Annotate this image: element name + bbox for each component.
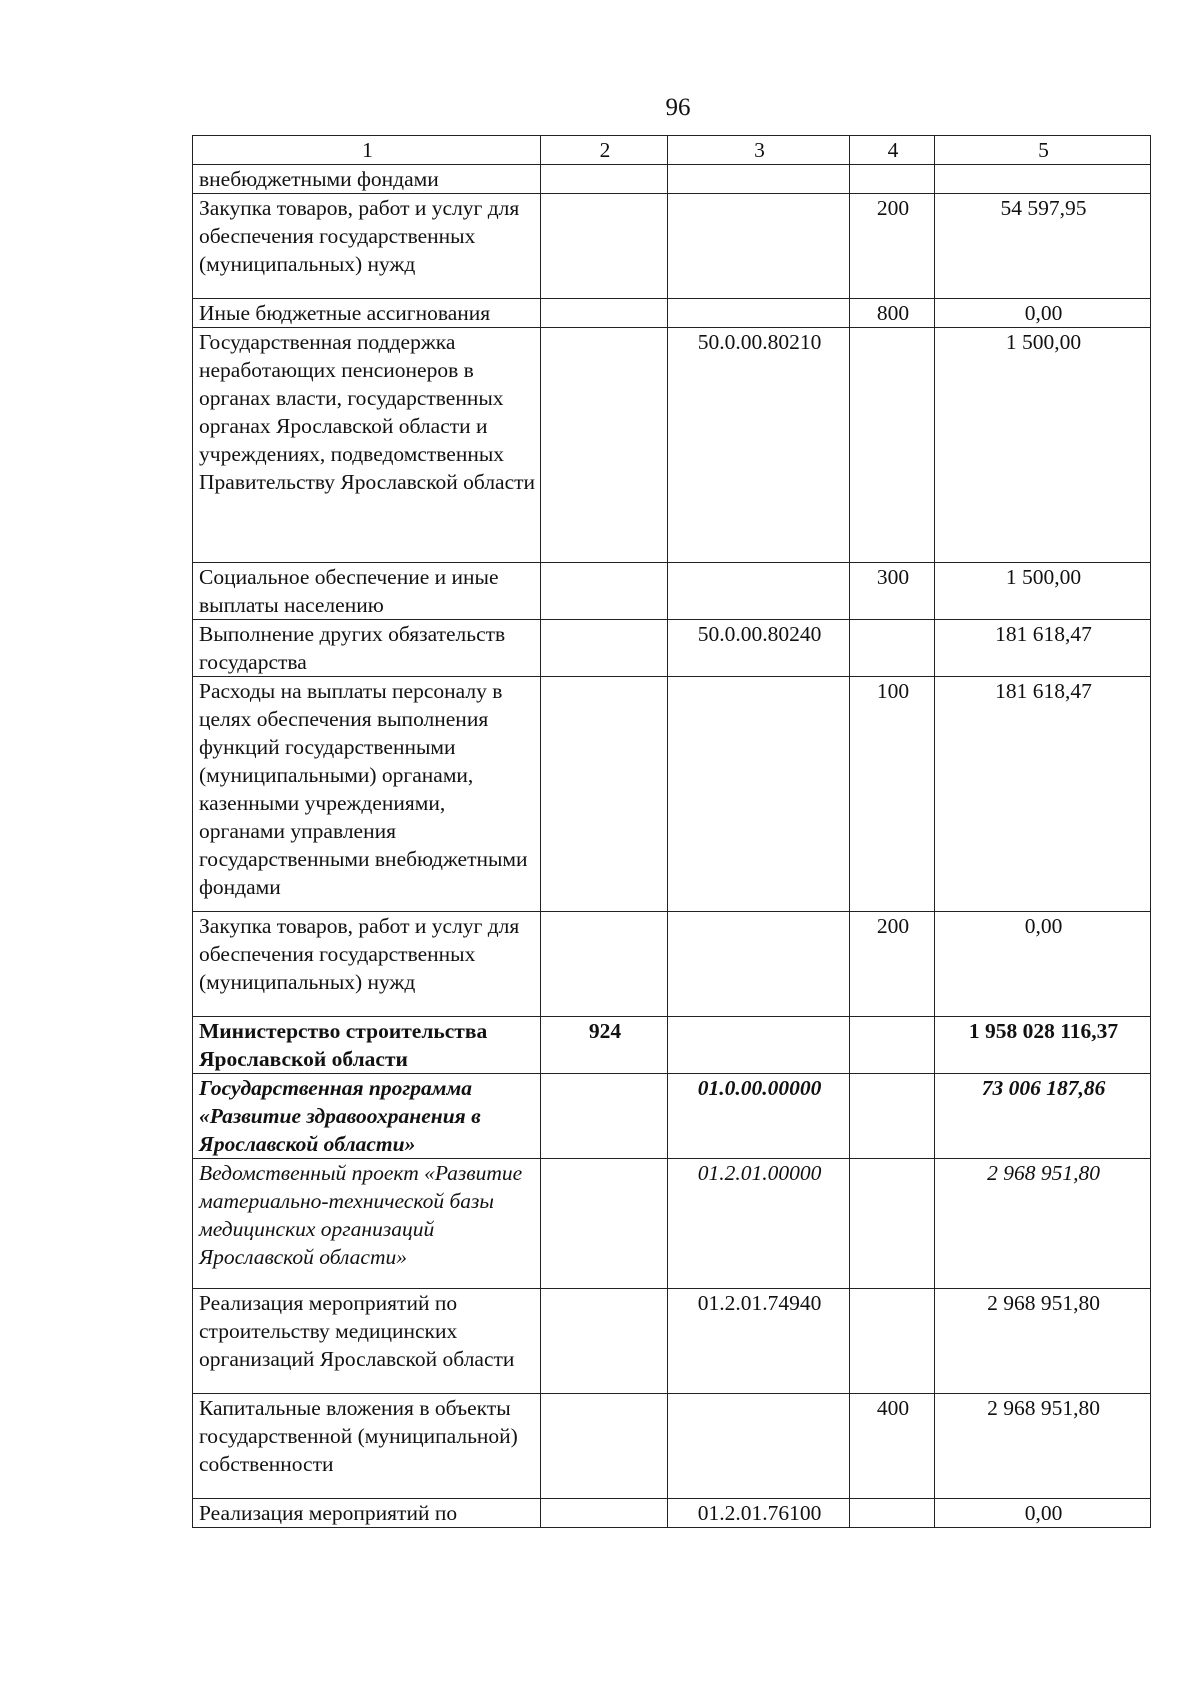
row-dept-code [541, 677, 668, 912]
row-amount: 0,00 [935, 299, 1151, 328]
row-name: Государственная программа «Развитие здравоохранения в Ярославской области» [193, 1074, 541, 1159]
row-target-code [668, 194, 850, 299]
row-name: Социальное обеспечение и иные выплаты населению [193, 563, 541, 620]
row-dept-code [541, 1074, 668, 1159]
row-amount [935, 165, 1151, 194]
row-name: Государственная поддержка неработающих пенсионеров в органах власти, государственных органах Ярославской области и учреждениях, подведомственных Правительству Ярославской области [193, 328, 541, 563]
row-amount: 54 597,95 [935, 194, 1151, 299]
row-expense-type: 200 [850, 194, 935, 299]
row-expense-type [850, 1499, 935, 1528]
row-expense-type [850, 1074, 935, 1159]
row-amount: 2 968 951,80 [935, 1289, 1151, 1394]
row-target-code [668, 1017, 850, 1074]
row-name: Закупка товаров, работ и услуг для обеспечения государственных (муниципальных) нужд [193, 194, 541, 299]
row-name: Реализация мероприятий по [193, 1499, 541, 1528]
row-name: внебюджетными фондами [193, 165, 541, 194]
row-amount: 2 968 951,80 [935, 1159, 1151, 1289]
table-row [193, 194, 1151, 299]
row-name: Реализация мероприятий по строительству медицинских организаций Ярославской области [193, 1289, 541, 1394]
row-expense-type [850, 1289, 935, 1394]
row-expense-type: 200 [850, 912, 935, 1017]
row-amount: 0,00 [935, 1499, 1151, 1528]
row-name: Закупка товаров, работ и услуг для обеспечения государственных (муниципальных) нужд [193, 912, 541, 1017]
row-expense-type [850, 328, 935, 563]
table-row [193, 677, 1151, 912]
budget-table [192, 135, 1151, 1528]
row-target-code: 50.0.00.80240 [668, 620, 850, 677]
table-row [193, 1017, 1151, 1074]
row-dept-code [541, 912, 668, 1017]
row-dept-code [541, 299, 668, 328]
header-col-4: 4 [850, 136, 935, 165]
row-expense-type [850, 1159, 935, 1289]
row-target-code: 01.0.00.00000 [668, 1074, 850, 1159]
row-expense-type: 300 [850, 563, 935, 620]
table-row [193, 1074, 1151, 1159]
table-row [193, 1499, 1151, 1528]
table-row [193, 1394, 1151, 1499]
table-row [193, 328, 1151, 563]
row-target-code [668, 165, 850, 194]
row-target-code: 01.2.01.76100 [668, 1499, 850, 1528]
row-amount: 1 500,00 [935, 563, 1151, 620]
row-amount: 181 618,47 [935, 677, 1151, 912]
row-name: Выполнение других обязательств государства [193, 620, 541, 677]
row-dept-code [541, 1159, 668, 1289]
table-row [193, 912, 1151, 1017]
row-expense-type: 100 [850, 677, 935, 912]
header-col-1: 1 [193, 136, 541, 165]
row-expense-type [850, 620, 935, 677]
row-dept-code [541, 1289, 668, 1394]
row-amount: 1 958 028 116,37 [935, 1017, 1151, 1074]
row-dept-code [541, 563, 668, 620]
row-name: Расходы на выплаты персоналу в целях обеспечения выполнения функций государственными (муниципальными) органами, казенными учреждениями, органами управления государственными внебюджетными фондами [193, 677, 541, 912]
table-row [193, 165, 1151, 194]
row-dept-code [541, 1499, 668, 1528]
table-row [193, 1159, 1151, 1289]
row-target-code [668, 912, 850, 1017]
page-number: 96 [665, 94, 691, 121]
table-row [193, 299, 1151, 328]
table-row [193, 620, 1151, 677]
row-name: Министерство строительства Ярославской области [193, 1017, 541, 1074]
row-amount: 73 006 187,86 [935, 1074, 1151, 1159]
row-expense-type: 400 [850, 1394, 935, 1499]
row-dept-code [541, 1394, 668, 1499]
row-target-code [668, 563, 850, 620]
row-target-code: 01.2.01.00000 [668, 1159, 850, 1289]
row-dept-code [541, 328, 668, 563]
row-dept-code [541, 620, 668, 677]
row-name: Капитальные вложения в объекты государственной (муниципальной) собственности [193, 1394, 541, 1499]
row-amount: 0,00 [935, 912, 1151, 1017]
row-amount: 2 968 951,80 [935, 1394, 1151, 1499]
row-amount: 1 500,00 [935, 328, 1151, 563]
header-col-2: 2 [541, 136, 668, 165]
row-dept-code [541, 194, 668, 299]
table-row [193, 1289, 1151, 1394]
row-target-code [668, 677, 850, 912]
row-target-code [668, 1394, 850, 1499]
row-dept-code: 924 [541, 1017, 668, 1074]
table-header-row [193, 136, 1151, 165]
row-expense-type: 800 [850, 299, 935, 328]
header-col-3: 3 [668, 136, 850, 165]
row-dept-code [541, 165, 668, 194]
row-target-code: 01.2.01.74940 [668, 1289, 850, 1394]
table-row [193, 563, 1151, 620]
row-expense-type [850, 165, 935, 194]
row-name: Ведомственный проект «Развитие материально-технической базы медицинских организаций Ярославской области» [193, 1159, 541, 1289]
row-name: Иные бюджетные ассигнования [193, 299, 541, 328]
row-amount: 181 618,47 [935, 620, 1151, 677]
header-col-5: 5 [935, 136, 1151, 165]
row-expense-type [850, 1017, 935, 1074]
row-target-code [668, 299, 850, 328]
row-target-code: 50.0.00.80210 [668, 328, 850, 563]
